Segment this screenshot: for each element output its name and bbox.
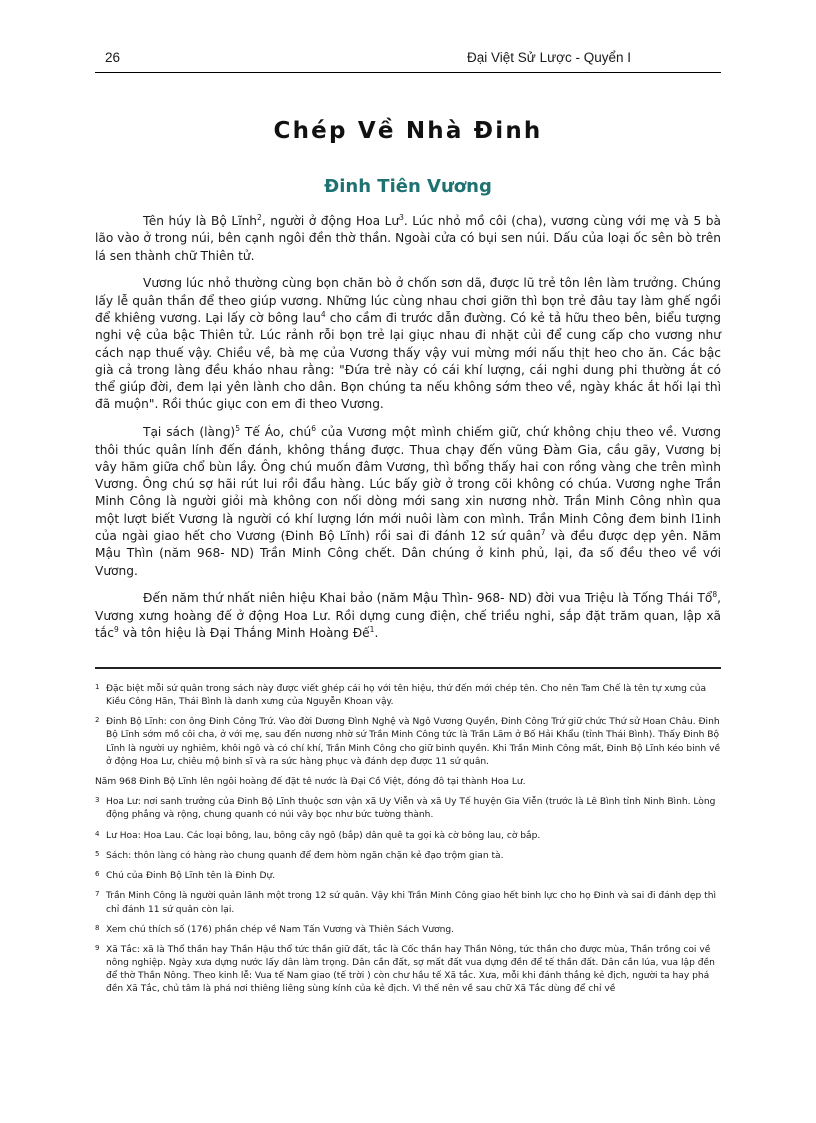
footnote (95, 944, 721, 996)
text-run: Tên húy là Bộ Lĩnh (143, 214, 258, 228)
footnote-text: Sách: thôn làng có hàng rào chung quanh để đem hòm ngăn chặn kẻ đạo trộm gian tà. (106, 850, 504, 861)
footnote-ref: 8 (712, 590, 718, 600)
footnote-mark: 6 (95, 870, 100, 879)
footnote-text: Xem chú thích số (176) phần chép về Nam Tấn Vương và Thiên Sách Vương. (106, 924, 455, 935)
footnote-mark: 1 (95, 683, 100, 691)
footnote-text: Đặc biệt mỗi sứ quân trong sách này được viết ghép cái họ với tên hiệu, thứ đến mới chép tên. Cho nên Tam Chế là tên tự xưng của Kiều Công Hãn, Thái Bình là danh xưng của Nguyễn Khoan vậy. (106, 684, 707, 708)
text-run: Tại sách (làng) (143, 425, 236, 440)
text-run: và đều được dẹp yên. Năm Mậu Thìn (năm 968- ND) Trần Minh Công chết. Dân chúng ở kinh phủ, lại, đa số đều theo về với Vương. (95, 529, 721, 578)
footnote-mark: 9 (95, 944, 100, 953)
footnote (95, 683, 721, 709)
footnote-text: Hoa Lư: nơi sanh trưởng của Đinh Bộ Lĩnh thuộc sơn vận xã Uy Viễn và xã Uy Tế huyện Gia Viễn (trước là Lê Bình tỉnh Ninh Bình. Lòng động phẳng và rộng, chung quanh có núi vây bọc như bức tường thành. (106, 797, 716, 821)
text-run: , người ở động Hoa Lư (261, 214, 400, 228)
footnote-ref: 7 (540, 527, 546, 537)
text-run: . Lúc nhỏ mồ côi (cha), vương cùng với mẹ và 5 bà lão vào ở trong núi, bên cạnh ngôi đền thờ thần. Ngoài cửa có bụi sen núi. Dấu của loại ốc sên bò trên lá sen thành chữ Thiên tử. (95, 214, 721, 263)
chapter-title: Chép Về Nhà Đinh (273, 118, 543, 144)
section-title: Đinh Tiên Vương (324, 176, 492, 197)
footnote-mark: 8 (95, 923, 100, 932)
page-number: 26 (105, 50, 121, 65)
footnote (95, 870, 721, 883)
footnote-text: Chú của Đinh Bộ Lĩnh tên là Đinh Dự. (106, 871, 276, 882)
paragraph (95, 275, 721, 413)
footnote (95, 850, 721, 863)
footnote-continuation (95, 776, 721, 789)
text-run: Đến năm thứ nhất niên hiệu Khai bảo (năm Mậu Thìn- 968- ND) đời vua Triệu là Tống Thái Tổ (143, 591, 713, 606)
footnote (95, 796, 721, 822)
footnote-ref: 9 (113, 624, 119, 634)
footnote (95, 924, 721, 937)
footnote-text: Trần Minh Công là người quản lãnh một trong 12 sứ quân. Vậy khi Trần Minh Công giao hết binh lực cho họ Đinh và sai đi đánh dẹp thì chỉ đánh 11 sứ quân còn lại. (106, 891, 717, 915)
running-title: Đại Việt Sử Lược - Quyển I (467, 50, 631, 65)
footnote-ref: 3 (399, 212, 404, 222)
footnote-ref: 1 (369, 624, 375, 634)
text-run: , Vương xưng hoàng đế ở động Hoa Lư. Rồi dựng cung điện, chế triều nghi, sắp đặt trăm quan, lập xã tắc (95, 591, 721, 641)
footnote-mark: 4 (95, 829, 100, 838)
footnote-text: Xã Tắc: xã là Thổ thần hay Thần Hậu thổ tức thần giữ đất, tắc là Cốc thần hay Thần Nông, tức thần cho được mùa, Thần trồng coi về nông nghiệp. Ngày xưa dựng nước lấy dân làm trọng. Dân cần đất, sợ mất đất vua dựng đền để tế thần đất. Dân cần lúa, vua lập đền để thờ Thần Nông. Theo kinh lễ: Vua tế Nam giao (tế trời ) còn chư hầu tế Xã tắc. Xưa, mỗi khi đánh thắng kẻ địch, người ta hay phá đền Xã Tắc, chủ tâm là phá nơi thiêng liêng sùng kính của kẻ địch. Vì thế nên về sau chữ Xã Tắc dùng để chỉ về (106, 945, 715, 995)
footnote-divider (95, 667, 721, 669)
footnote-ref: 2 (257, 212, 262, 222)
footnote-mark: 2 (95, 716, 100, 725)
running-header (95, 46, 721, 73)
text-run: cho cầm đi trước dẫn đường. Có kẻ tả hữu theo bên, biểu tượng nghi vệ của bậc Thiên tử. Lúc rảnh rỗi bọn trẻ lại giục nhau đi nhặt củi để cung cấp cho vương như cách nạp thuế vậy. Chiều về, bà mẹ của Vương thấy vậy vui mừng mới nấu thịt heo cho ăn. Các bậc già cả trong làng đều kháo nhau rằng: "Đứa trẻ này có cái khí lượng, cái nghi dung phi thường ắt có thể giúp đời, đem lại yên lành cho dân. Bọn chúng ta nếu không sớm theo về, ngày khác ắt hối lại thì đã muộn". Rồi thúc giục con em đi theo Vương. (95, 310, 721, 412)
body-text (95, 213, 721, 653)
footnote-text: Năm 968 Đinh Bộ Lĩnh lên ngôi hoàng đế đặt tê nước là Đại Cồ Việt, đóng đô tại thành Hoa Lư. (95, 776, 526, 787)
text-run: của Vương một mình chiếm giữ, chứ không chịu theo về. Vương thôi thúc quân lính đến đánh, không thắng được. Thua chạy đến vũng Đàm Gia, cầu gãy, Vương bị vây hãm giữa chổ bùn lầy. Ông chú muốn đâm Vương, thì bổng thấy hai con rồng vàng che trên mình Vương. Ông chú sợ hãi rút lui rồi đầu hàng. Lúc bấy giờ ở trong cõi không có chúa. Vương nghe Trần Minh Công là người giỏi mà không con nối dòng mới sang xin nương nhờ. Trần Minh Công nhìn qua một lượt biết Vương là người có khí lượng lớn mới nuôi làm con mình. Trần Minh Công đem binh l1inh của ngài giao hết cho Vương (Đinh Bộ Lĩnh) rồi sai đi đánh 12 sứ quân (95, 425, 722, 544)
text-run: và tôn hiệu là Đại Thắng Minh Hoàng Đế (118, 626, 370, 641)
footnotes (95, 683, 721, 1004)
footnote-text: Lư Hoa: Hoa Lau. Các loại bông, lau, bông cây ngô (bắp) dân quê ta gọi kà cờ bông lau, cờ bắp. (106, 830, 541, 841)
paragraph (95, 590, 721, 642)
footnote-ref: 6 (311, 424, 317, 434)
text-run: Vương lúc nhỏ thường cùng bọn chăn bò ở chốn sơn dã, được lũ trẻ tôn lên làm trưởng. Chúng lấy lễ quân thần để theo giúp vương. Những lúc cùng nhau chơi giỡn thì bọn trẻ đâu tay làm ghế ngồi để khiêng vương. Lại lấy cờ bông lau (95, 276, 721, 325)
footnote-text: Đinh Bộ Lĩnh: con ông Đinh Công Trứ. Vào đời Dương Đình Nghệ và Ngô Vương Quyền, Đinh Công Trứ giữ chức Thứ sử Hoan Châu. Đinh Bộ Lĩnh sớm mồ côi cha, ở với mẹ, sau đến nương nhờ sứ Trần Minh Công tức là Trần Lãm ở Bố Hải Khẩu (tỉnh Thái Bình). Thấy Đinh Bộ Lĩnh là người uy nghiêm, khôi ngô và có chí khí, Trần Minh Công cho giữ binh quyền. Khi Trần Minh Công mất, Đinh Bộ Lĩnh kéo binh về ở động Hoa Lư, chiêu mộ binh sĩ và ra sức hàng phục và đánh dẹp được 11 sứ quân. (106, 717, 721, 767)
footnote-mark: 3 (95, 796, 100, 805)
text-run: . (374, 626, 379, 641)
footnote (95, 890, 721, 916)
footnote (95, 830, 721, 843)
paragraph (95, 424, 721, 580)
footnote-ref: 5 (235, 424, 240, 434)
footnote-mark: 5 (95, 849, 100, 858)
footnote-mark: 7 (95, 890, 100, 899)
footnote-ref: 4 (320, 309, 326, 319)
text-run: Tế Áo, chú (239, 425, 312, 440)
paragraph (95, 213, 721, 265)
footnote (95, 716, 721, 768)
